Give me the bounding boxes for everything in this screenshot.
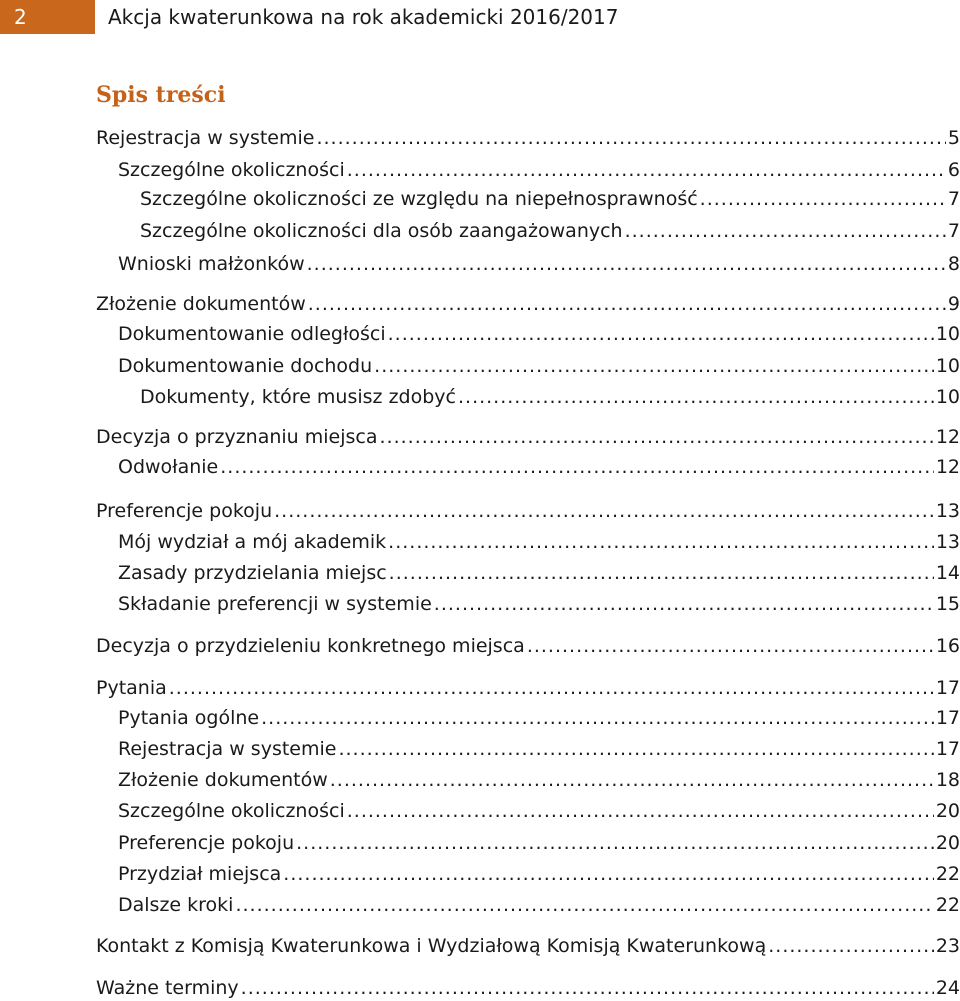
toc-entry[interactable] [96,933,960,959]
toc-entry-label: Szczególne okoliczności dla osób zaangażowanych [140,220,623,242]
toc-entry[interactable] [96,633,960,659]
toc-entry-page: 10 [935,386,960,408]
toc-leader [434,591,934,617]
toc-entry-label: Złożenie dokumentów [118,769,328,791]
toc-entry-label: Dalsze kroki [118,894,234,916]
toc-leader [380,424,934,450]
toc-entry-label: Szczególne okoliczności [118,159,345,181]
toc-leader [374,353,934,379]
toc-entry-page: 20 [935,800,960,822]
toc-entry-page: 10 [935,323,960,345]
toc-entry-page: 22 [935,894,960,916]
toc-entry-label: Rejestracja w systemie [118,738,337,760]
toc-entry-page: 10 [935,355,960,377]
toc-entry-label: Preferencje pokoju [118,832,295,854]
toc-entry-page: 17 [935,738,960,760]
toc-leader [316,125,945,151]
toc-leader [235,892,933,918]
toc-entry[interactable] [118,705,960,731]
toc-entry[interactable] [140,186,960,212]
toc-leader [527,633,934,659]
toc-leader [388,529,934,555]
toc-leader [338,736,933,762]
toc-entry-page: 24 [935,977,960,999]
toc-leader [261,705,934,731]
toc-entry[interactable] [96,975,960,1001]
toc-entry-label: Wnioski małżonków [118,253,305,275]
toc-entry-label: Przydział miejsca [118,863,282,885]
toc-entry-label: Decyzja o przydzieleniu konkretnego miejsca [96,635,525,657]
toc-leader [283,861,934,887]
toc-entry-page: 13 [935,531,960,553]
toc-entry-page: 12 [935,456,960,478]
toc-entry-label: Dokumentowanie odległości [118,323,386,345]
toc-entry[interactable] [140,218,960,244]
toc-entry-label: Preferencje pokoju [96,500,273,522]
toc-entry[interactable] [118,560,960,586]
toc-leader [169,675,934,701]
toc-entry-label: Dokumenty, które musisz zdobyć [140,386,456,408]
toc-leader [296,830,934,856]
toc-entry-label: Szczególne okoliczności ze względu na niepełnosprawność [140,188,698,210]
toc-leader [308,291,946,317]
toc-entry-page: 9 [947,293,960,315]
toc-entry-label: Szczególne okoliczności [118,800,345,822]
toc-leader [625,218,946,244]
toc-leader [347,157,946,183]
toc-entry-label: Zasady przydzielania miejsc [118,562,387,584]
toc-leader [307,251,946,277]
toc-entry[interactable] [118,157,960,183]
toc-entry[interactable] [96,291,960,317]
toc-entry[interactable] [118,861,960,887]
toc-entry-page: 23 [935,935,960,957]
toc-entry-label: Decyzja o przyznaniu miejsca [96,426,378,448]
toc-entry-label: Złożenie dokumentów [96,293,306,315]
toc-entry-page: 16 [935,635,960,657]
toc-entry-page: 7 [947,220,960,242]
toc-entry-page: 6 [947,159,960,181]
toc-entry-page: 13 [935,500,960,522]
toc-entry-page: 14 [935,562,960,584]
toc-entry[interactable] [118,454,960,480]
toc-leader [389,560,934,586]
toc-entry-page: 8 [947,253,960,275]
toc-leader [388,321,934,347]
page-number: 2 [0,0,95,34]
toc-entry[interactable] [96,498,960,524]
toc-leader [241,975,934,1001]
toc-entry[interactable] [118,591,960,617]
toc-entry[interactable] [96,424,960,450]
toc-entry[interactable] [96,125,960,151]
toc-entry-page: 15 [935,593,960,615]
toc-entry-page: 20 [935,832,960,854]
toc-entry-label: Odwołanie [118,456,219,478]
toc-entry-label: Składanie preferencji w systemie [118,593,432,615]
toc-leader [220,454,934,480]
toc-entry[interactable] [118,529,960,555]
toc-entry-label: Ważne terminy [96,977,239,999]
toc-leader [274,498,934,524]
toc-entry-label: Rejestracja w systemie [96,127,315,149]
toc-entry-page: 17 [935,677,960,699]
toc-leader [347,798,934,824]
toc-leader [330,767,934,793]
toc-entry[interactable] [118,798,960,824]
toc-entry-page: 12 [935,426,960,448]
toc-entry-label: Mój wydział a mój akademik [118,531,387,553]
toc-entry-label: Dokumentowanie dochodu [118,355,373,377]
toc-title: Spis treści [96,82,226,108]
toc-leader [768,933,934,959]
toc-entry-page: 18 [935,769,960,791]
toc-entry[interactable] [96,675,960,701]
toc-leader [700,186,946,212]
toc-entry[interactable] [118,767,960,793]
toc-entry[interactable] [118,892,960,918]
toc-entry-page: 5 [947,127,960,149]
toc-entry[interactable] [118,251,960,277]
running-title: Akcja kwaterunkowa na rok akademicki 2016/2017 [108,5,619,29]
toc-entry-page: 17 [935,707,960,729]
toc-entry[interactable] [118,353,960,379]
toc-entry[interactable] [118,321,960,347]
toc-entry-page: 7 [947,188,960,210]
toc-entry-label: Pytania [96,677,167,699]
toc-entry[interactable] [140,384,960,410]
toc-leader [458,384,934,410]
toc-entry-label: Kontakt z Komisją Kwaterunkowa i Wydziałową Komisją Kwaterunkową [96,935,767,957]
toc-entry[interactable] [118,736,960,762]
toc-entry[interactable] [118,830,960,856]
toc-entry-label: Pytania ogólne [118,707,260,729]
toc-entry-page: 22 [935,863,960,885]
